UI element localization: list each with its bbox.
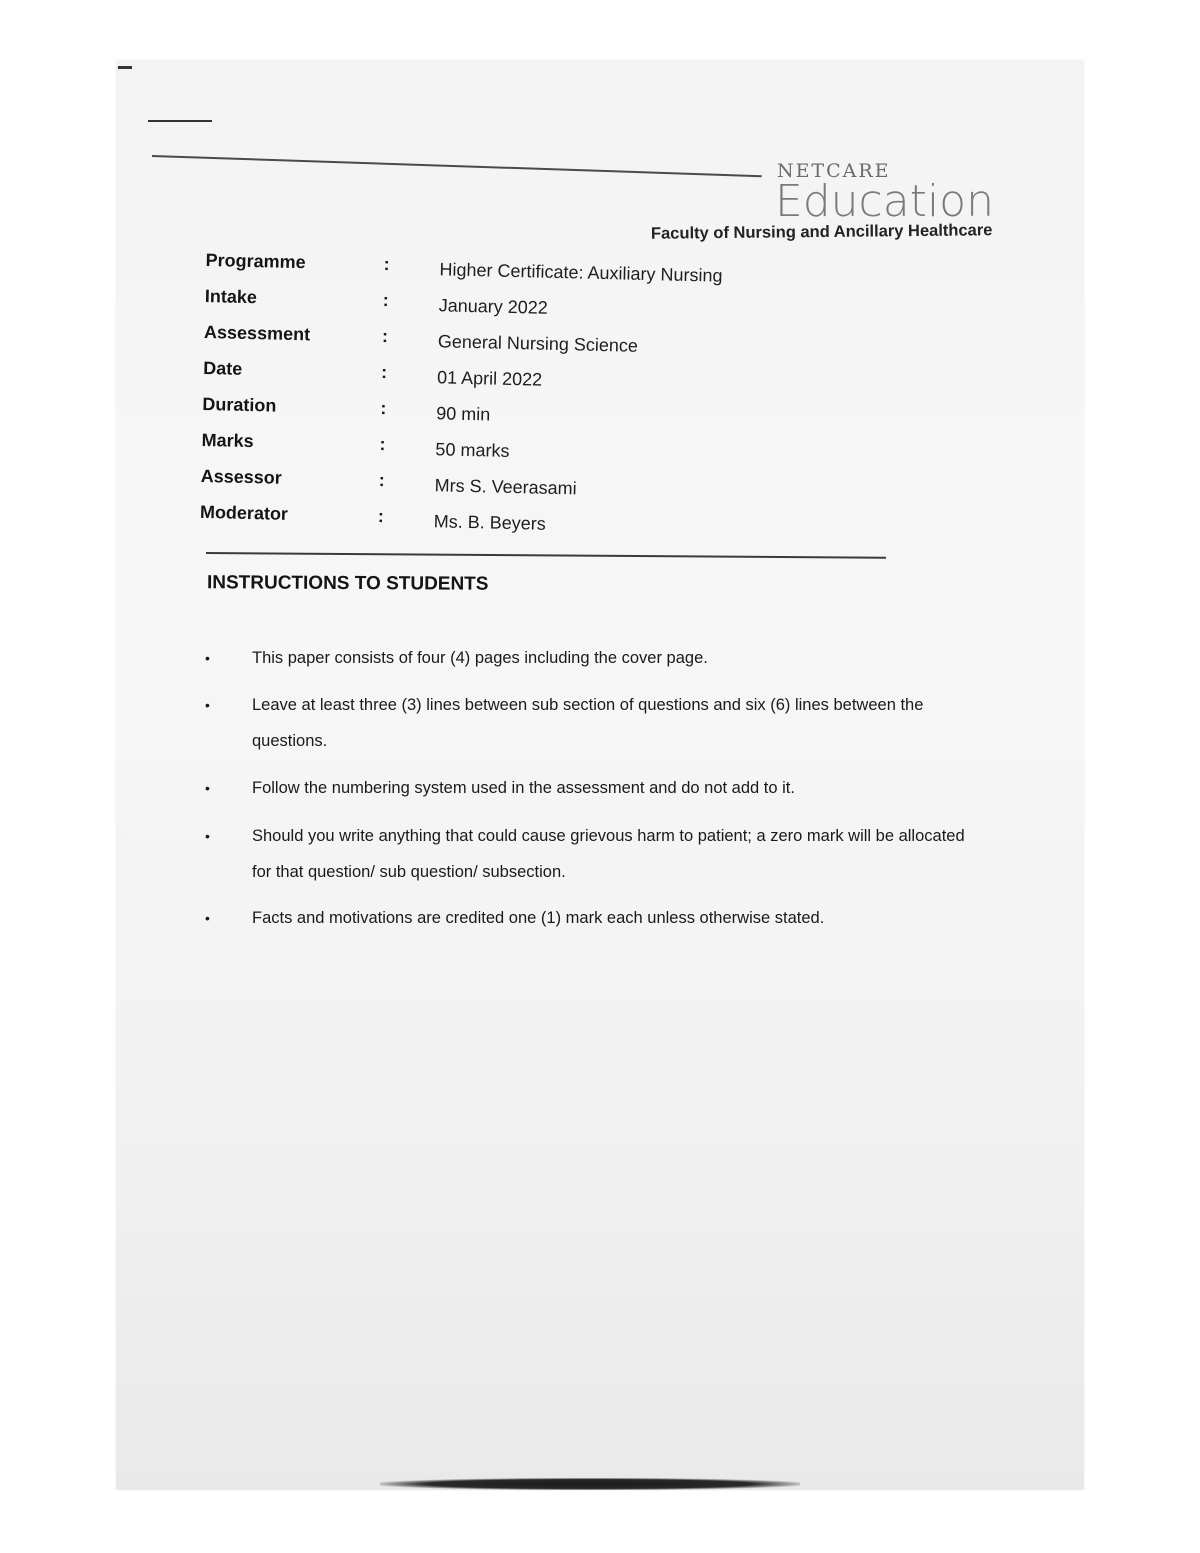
list-item xyxy=(205,640,980,676)
logo-word: Education xyxy=(774,176,994,227)
detail-colon: : xyxy=(378,469,385,491)
detail-label: Moderator xyxy=(199,501,289,524)
bullet-icon: • xyxy=(205,828,210,844)
detail-label: Duration xyxy=(202,393,277,416)
instructions-heading: INSTRUCTIONS TO STUDENTS xyxy=(206,572,489,595)
detail-colon: : xyxy=(382,290,390,311)
detail-label: Date xyxy=(203,357,243,379)
page-edge-mark xyxy=(118,66,132,69)
bullet-icon: • xyxy=(205,697,210,713)
detail-label: Assessment xyxy=(203,321,311,345)
list-item xyxy=(205,770,980,806)
detail-value: January 2022 xyxy=(438,295,549,318)
detail-value: 90 min xyxy=(436,403,491,425)
faculty-name: Faculty of Nursing and Ancillary Healthcare xyxy=(650,221,993,243)
short-rule xyxy=(148,120,212,122)
instruction-text: Leave at least three (3) lines between sub section of questions and six (6) lines between the questions. xyxy=(252,696,924,750)
bullet-icon: • xyxy=(205,780,210,796)
detail-label: Programme xyxy=(205,249,306,273)
detail-label: Intake xyxy=(204,285,258,308)
list-item xyxy=(205,900,980,936)
detail-value: Mrs S. Veerasami xyxy=(434,475,577,499)
page-bottom-shadow xyxy=(380,1478,800,1490)
detail-value: 01 April 2022 xyxy=(436,367,543,390)
instruction-text: Follow the numbering system used in the assessment and do not add to it. xyxy=(252,779,795,797)
instruction-text: Facts and motivations are credited one (1) mark each unless otherwise stated. xyxy=(252,909,825,927)
detail-value: Higher Certificate: Auxiliary Nursing xyxy=(439,259,723,286)
detail-colon: : xyxy=(380,398,387,419)
detail-colon: : xyxy=(377,505,385,527)
detail-value: 50 marks xyxy=(435,439,510,461)
detail-colon: : xyxy=(381,326,389,347)
detail-label: Assessor xyxy=(200,465,283,488)
detail-label: Marks xyxy=(201,429,254,452)
instruction-text: Should you write anything that could cause grievous harm to patient; a zero mark will be allocated for that question/ sub question/ subsection. xyxy=(252,827,965,881)
detail-value: Ms. B. Beyers xyxy=(433,511,547,534)
bullet-icon: • xyxy=(205,650,210,666)
instruction-text: This paper consists of four (4) pages including the cover page. xyxy=(252,649,708,667)
detail-value: General Nursing Science xyxy=(437,331,639,356)
detail-colon: : xyxy=(380,362,388,383)
list-item xyxy=(205,687,980,759)
detail-colon: : xyxy=(383,254,390,275)
logo-brand: NETCARE xyxy=(776,160,891,182)
netcare-education-logo xyxy=(774,160,994,227)
detail-colon: : xyxy=(379,433,386,455)
bullet-icon: • xyxy=(205,910,210,926)
assessment-details xyxy=(199,246,765,547)
list-item xyxy=(205,818,980,890)
